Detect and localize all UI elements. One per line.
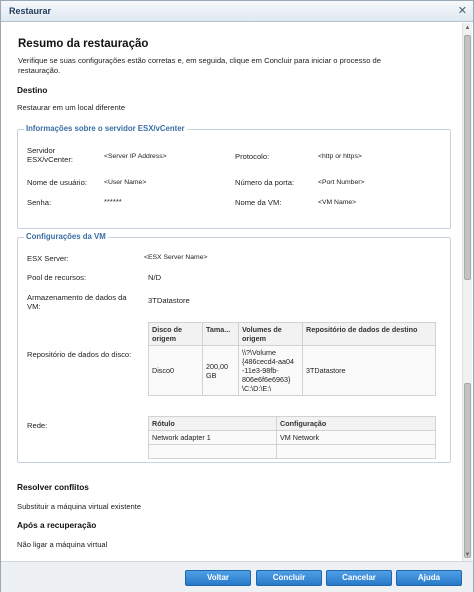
network-col-config: Configuração [277, 417, 436, 431]
server-label-line2: ESX/vCenter: [27, 155, 74, 164]
vertical-scrollbar[interactable] [462, 23, 472, 561]
password-label: Senha: [27, 198, 52, 207]
server-label-line1: Servidor [27, 146, 56, 155]
scrollbar-thumb-lower[interactable] [464, 383, 471, 558]
scrollbar-thumb[interactable] [464, 35, 471, 280]
disk-size-line2: GB [206, 370, 217, 380]
table-row-empty [149, 445, 436, 459]
volume-line1: \\?\Volume [242, 348, 276, 357]
disk-store-label: Repositório de dados do disco: [27, 350, 132, 359]
disk-cell-size [203, 346, 239, 396]
volume-line2: {486cecd4-aa04 [242, 357, 294, 366]
port-label: Número da porta: [235, 178, 295, 187]
finish-button[interactable]: Concluir [256, 570, 322, 586]
disk-col-dest: Repositório de dados de destino [303, 323, 436, 346]
network-table [148, 416, 436, 459]
network-col-label: Rótulo [149, 417, 277, 431]
vm-storage-label-line1: Armazenamento de dados da [27, 293, 127, 302]
volume-line4: 806e6f6e6963} [242, 375, 291, 384]
resource-pool-value: N/D [148, 273, 162, 282]
protocol-value: <http or https> [318, 153, 362, 160]
back-button[interactable]: Voltar [185, 570, 251, 586]
network-label: Rede: [27, 421, 48, 430]
network-table-header [149, 417, 436, 431]
esx-server-label: ESX Server: [27, 254, 69, 263]
instruction-text-line2: restauração. [18, 66, 61, 75]
help-button[interactable]: Ajuda [396, 570, 462, 586]
conflicts-heading: Resolver conflitos [17, 482, 89, 492]
server-info-legend: Informações sobre o servidor ESX/vCenter [26, 124, 185, 133]
close-icon[interactable]: ✕ [457, 5, 467, 17]
esx-server-value: <ESX Server Name> [144, 254, 208, 261]
vm-config-group [17, 232, 451, 463]
disk-col-source: Disco de origem [149, 323, 203, 346]
window-title: Restaurar [9, 6, 52, 16]
table-row[interactable] [149, 431, 436, 445]
disk-col-size: Tama... [203, 323, 239, 346]
vmname-value: <VM Name> [318, 199, 357, 206]
disk-table [148, 322, 436, 396]
summary-content [1, 23, 463, 561]
disk-cell-volumes [239, 346, 303, 396]
destination-value: Restaurar em um local diferente [17, 103, 126, 112]
network-empty-cell [149, 445, 277, 459]
resource-pool-label: Pool de recursos: [27, 273, 87, 282]
vm-config-legend: Configurações da VM [26, 232, 106, 241]
username-value: <User Name> [104, 179, 147, 186]
disk-col-volumes: Volumes de origem [239, 323, 303, 346]
server-info-group [17, 124, 451, 229]
vm-storage-value: 3TDatastore [148, 296, 190, 305]
disk-size-line1: 200,00 [206, 361, 228, 371]
password-value: ****** [104, 197, 122, 206]
instruction-text-line1: Verifique se suas configurações estão corretas e, em seguida, clique em Concluir para iniciar o processo de [18, 56, 382, 65]
username-label: Nome de usuário: [27, 178, 87, 187]
network-cell-config: VM Network [277, 431, 436, 445]
port-value: <Port Number> [318, 179, 365, 186]
volume-line5: \C:\D:\E:\ [242, 384, 272, 393]
vm-storage-label-line2: VM: [27, 302, 41, 311]
protocol-label: Protocolo: [235, 152, 270, 161]
cancel-button[interactable]: Cancelar [326, 570, 392, 586]
vmname-label: Nome da VM: [235, 198, 282, 207]
conflicts-value: Substituir a máquina virtual existente [17, 502, 142, 511]
server-value: <Server IP Address> [104, 153, 167, 160]
volume-line3: -11e3-98fb- [242, 366, 279, 375]
scroll-down-icon[interactable]: ▼ [464, 552, 471, 558]
destination-heading: Destino [17, 85, 48, 95]
title-bar[interactable] [1, 1, 473, 22]
network-empty-cell [277, 445, 436, 459]
post-recovery-heading: Após a recuperação [17, 520, 97, 530]
network-cell-label: Network adapter 1 [149, 431, 277, 445]
disk-table-header [149, 323, 436, 346]
dialog-footer [1, 561, 473, 592]
disk-cell-source: Disco0 [149, 346, 203, 396]
table-row[interactable] [149, 346, 436, 396]
page-title: Resumo da restauração [18, 38, 149, 50]
post-recovery-value: Não ligar a máquina virtual [17, 540, 108, 549]
scroll-up-icon[interactable]: ▲ [464, 25, 471, 31]
disk-cell-dest: 3TDatastore [303, 346, 436, 396]
